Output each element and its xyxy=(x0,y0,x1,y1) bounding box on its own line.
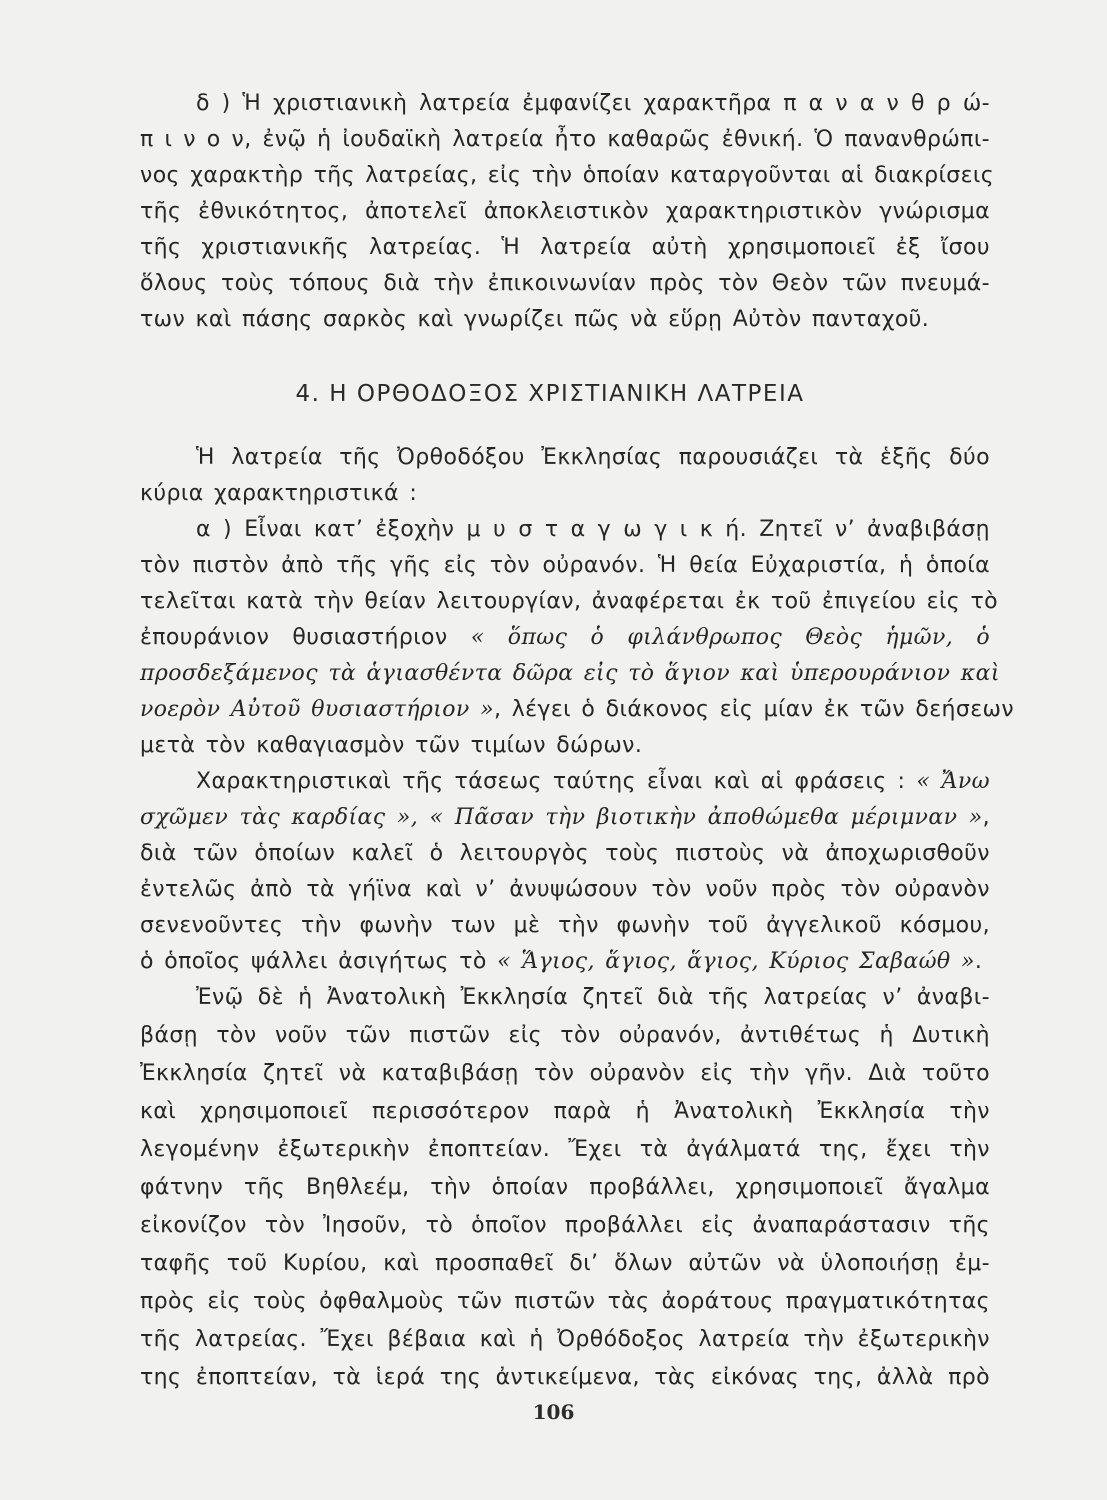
text-line: βάσῃ τὸν νοῦν τῶν πιστῶν εἰς τὸν οὐρανόν, ἀντιθέτως ἡ Δυτικὴ xyxy=(140,1023,990,1048)
text-run: . xyxy=(974,949,983,974)
text-line: τῆς λατρείας. Ἔχει βέβαια καὶ ἡ Ὀρθόδοξος λατρεία τὴν ἐξωτερικὴν xyxy=(140,1327,990,1352)
liturgical-quote: νοερὸν Αὐτοῦ θυσιαστήριον » xyxy=(140,697,494,722)
liturgical-quote: « Ἄνω xyxy=(916,769,990,794)
text-line xyxy=(140,944,990,980)
text-line: σενενοῦντες τὴν φωνὴν των μὲ τὴν φωνὴν τοῦ ἀγγελικοῦ κόσμου, xyxy=(140,913,990,938)
text-line: δ ) Ἡ χριστιανικὴ λατρεία ἐμφανίζει χαρακτῆρα π α ν α ν θ ρ ώ- xyxy=(196,91,990,116)
text-run: Χαρακτηριστικαὶ τῆς τάσεως ταύτης εἶναι καὶ αἱ φράσεις : xyxy=(196,769,917,794)
text-line: ὅλους τοὺς τόπους διὰ τὴν ἐπικοινωνίαν πρὸς τὸν Θεὸν τῶν πνευμά- xyxy=(140,271,990,296)
text-run: , xyxy=(982,805,990,830)
liturgical-quote-line: προσδεξάμενος τὰ ἁγιασθέντα δῶρα εἰς τὸ ἅγιον καὶ ὑπερουράνιον καὶ xyxy=(140,661,1000,686)
text-line: της ἐποπτείαν, τὰ ἱερά της ἀντικείμενα, τὰς εἰκόνας της, ἀλλὰ πρὸ xyxy=(140,1365,990,1390)
text-run: , λέγει ὁ διάκονος εἰς μίαν ἐκ τῶν δεήσεων xyxy=(493,697,1015,722)
text-line: τελεῖται κατὰ τὴν θείαν λειτουργίαν, ἀναφέρεται ἐκ τοῦ ἐπιγείου εἰς τὸ xyxy=(140,589,999,614)
text-line: Ἐνῷ δὲ ἡ Ἀνατολικὴ Ἐκκλησία ζητεῖ διὰ τῆς λατρείας ν’ ἀναβι- xyxy=(196,985,990,1010)
text-line: νος χαρακτὴρ τῆς λατρείας, εἰς τὴν ὁποίαν καταργοῦνται αἱ διακρίσεις xyxy=(140,163,995,188)
text-line: ταφῆς τοῦ Κυρίου, καὶ προσπαθεῖ δι’ ὅλων αὐτῶν νὰ ὑλοποιήσῃ ἐμ- xyxy=(140,1251,990,1276)
text-line: εἰκονίζον τὸν Ἰησοῦν, τὸ ὁποῖον προβάλλει εἰς ἀναπαράστασιν τῆς xyxy=(140,1213,990,1238)
text-line xyxy=(140,692,1015,728)
liturgical-quote: « ὅπως ὁ φιλάνθρωπος Θεὸς ἡμῶν, ὁ xyxy=(470,625,990,650)
text-line: Ἡ λατρεία τῆς Ὀρθοδόξου Ἐκκλησίας παρουσιάζει τὰ ἑξῆς δύο xyxy=(196,445,990,470)
text-line: των καὶ πάσης σαρκὸς καὶ γνωρίζει πῶς νὰ εὕρῃ Αὐτὸν πανταχοῦ. xyxy=(140,307,930,332)
text-line xyxy=(140,800,990,836)
text-line: π ι ν ο ν, ἐνῷ ἡ ἰουδαϊκὴ λατρεία ἦτο καθαρῶς ἐθνική. Ὁ πανανθρώπι- xyxy=(140,127,990,152)
text-line: διὰ τῶν ὁποίων καλεῖ ὁ λειτουργὸς τοὺς πιστοὺς νὰ ἀποχωρισθοῦν xyxy=(140,841,990,866)
text-line: καὶ χρησιμοποιεῖ περισσότερον παρὰ ἡ Ἀνατολικὴ Ἐκκλησία τὴν xyxy=(140,1099,990,1124)
section-heading: 4. Η ΟΡΘΟΔΟΞΟΣ ΧΡΙΣΤΙΑΝΙΚΗ ΛΑΤΡΕΙΑ xyxy=(295,381,805,407)
text-line: πρὸς εἰς τοὺς ὀφθαλμοὺς τῶν πιστῶν τὰς ἀοράτους πραγματικότητας xyxy=(140,1289,990,1314)
text-run: ὁ ὁποῖος ψάλλει ἀσιγήτως τὸ xyxy=(140,949,498,974)
text-line xyxy=(196,764,990,800)
text-line: τῆς χριστιανικῆς λατρείας. Ἡ λατρεία αὐτὴ χρησιμοποιεῖ ἐξ ἴσου xyxy=(140,235,990,260)
text-run: ἐπουράνιον θυσιαστήριον xyxy=(140,625,448,650)
text-line: Ἐκκλησία ζητεῖ νὰ καταβιβάσῃ τὸν οὐρανὸν εἰς τὴν γῆν. Διὰ τοῦτο xyxy=(140,1061,990,1086)
text-line: ἐντελῶς ἀπὸ τὰ γήϊνα καὶ ν’ ἀνυψώσουν τὸν νοῦν πρὸς τὸν οὐρανὸν xyxy=(140,877,990,902)
text-line: κύρια χαρακτηριστικά : xyxy=(140,481,418,506)
text-line: μετὰ τὸν καθαγιασμὸν τῶν τιμίων δώρων. xyxy=(140,733,643,758)
text-line: φάτνην τῆς Βηθλεέμ, τὴν ὁποίαν προβάλλει, χρησιμοποιεῖ ἄγαλμα xyxy=(140,1175,990,1200)
liturgical-quote: « Ἅγιος, ἅγιος, ἅγιος, Κύριος Σαβαώθ » xyxy=(497,949,975,974)
liturgical-quote: σχῶμεν τὰς καρδίας », « Πᾶσαν τὴν βιοτικὴν ἀποθώμεθα μέριμναν » xyxy=(140,805,983,830)
text-line: τὸν πιστὸν ἀπὸ τῆς γῆς εἰς τὸν οὐρανόν. Ἡ θεία Εὐχαριστία, ἡ ὁποία xyxy=(140,553,990,578)
text-line: λεγομένην ἐξωτερικὴν ἐποπτείαν. Ἔχει τὰ ἀγάλματά της, ἔχει τὴν xyxy=(140,1137,990,1162)
page-number: 106 xyxy=(532,1400,575,1424)
text-line xyxy=(140,620,990,656)
text-line: α ) Εἶναι κατ’ ἐξοχὴν μ υ σ τ α γ ω γ ι κ ή. Ζητεῖ ν’ ἀναβιβάσῃ xyxy=(196,517,990,542)
text-line: τῆς ἐθνικότητος, ἀποτελεῖ ἀποκλειστικὸν χαρακτηριστικὸν γνώρισμα xyxy=(140,199,990,224)
